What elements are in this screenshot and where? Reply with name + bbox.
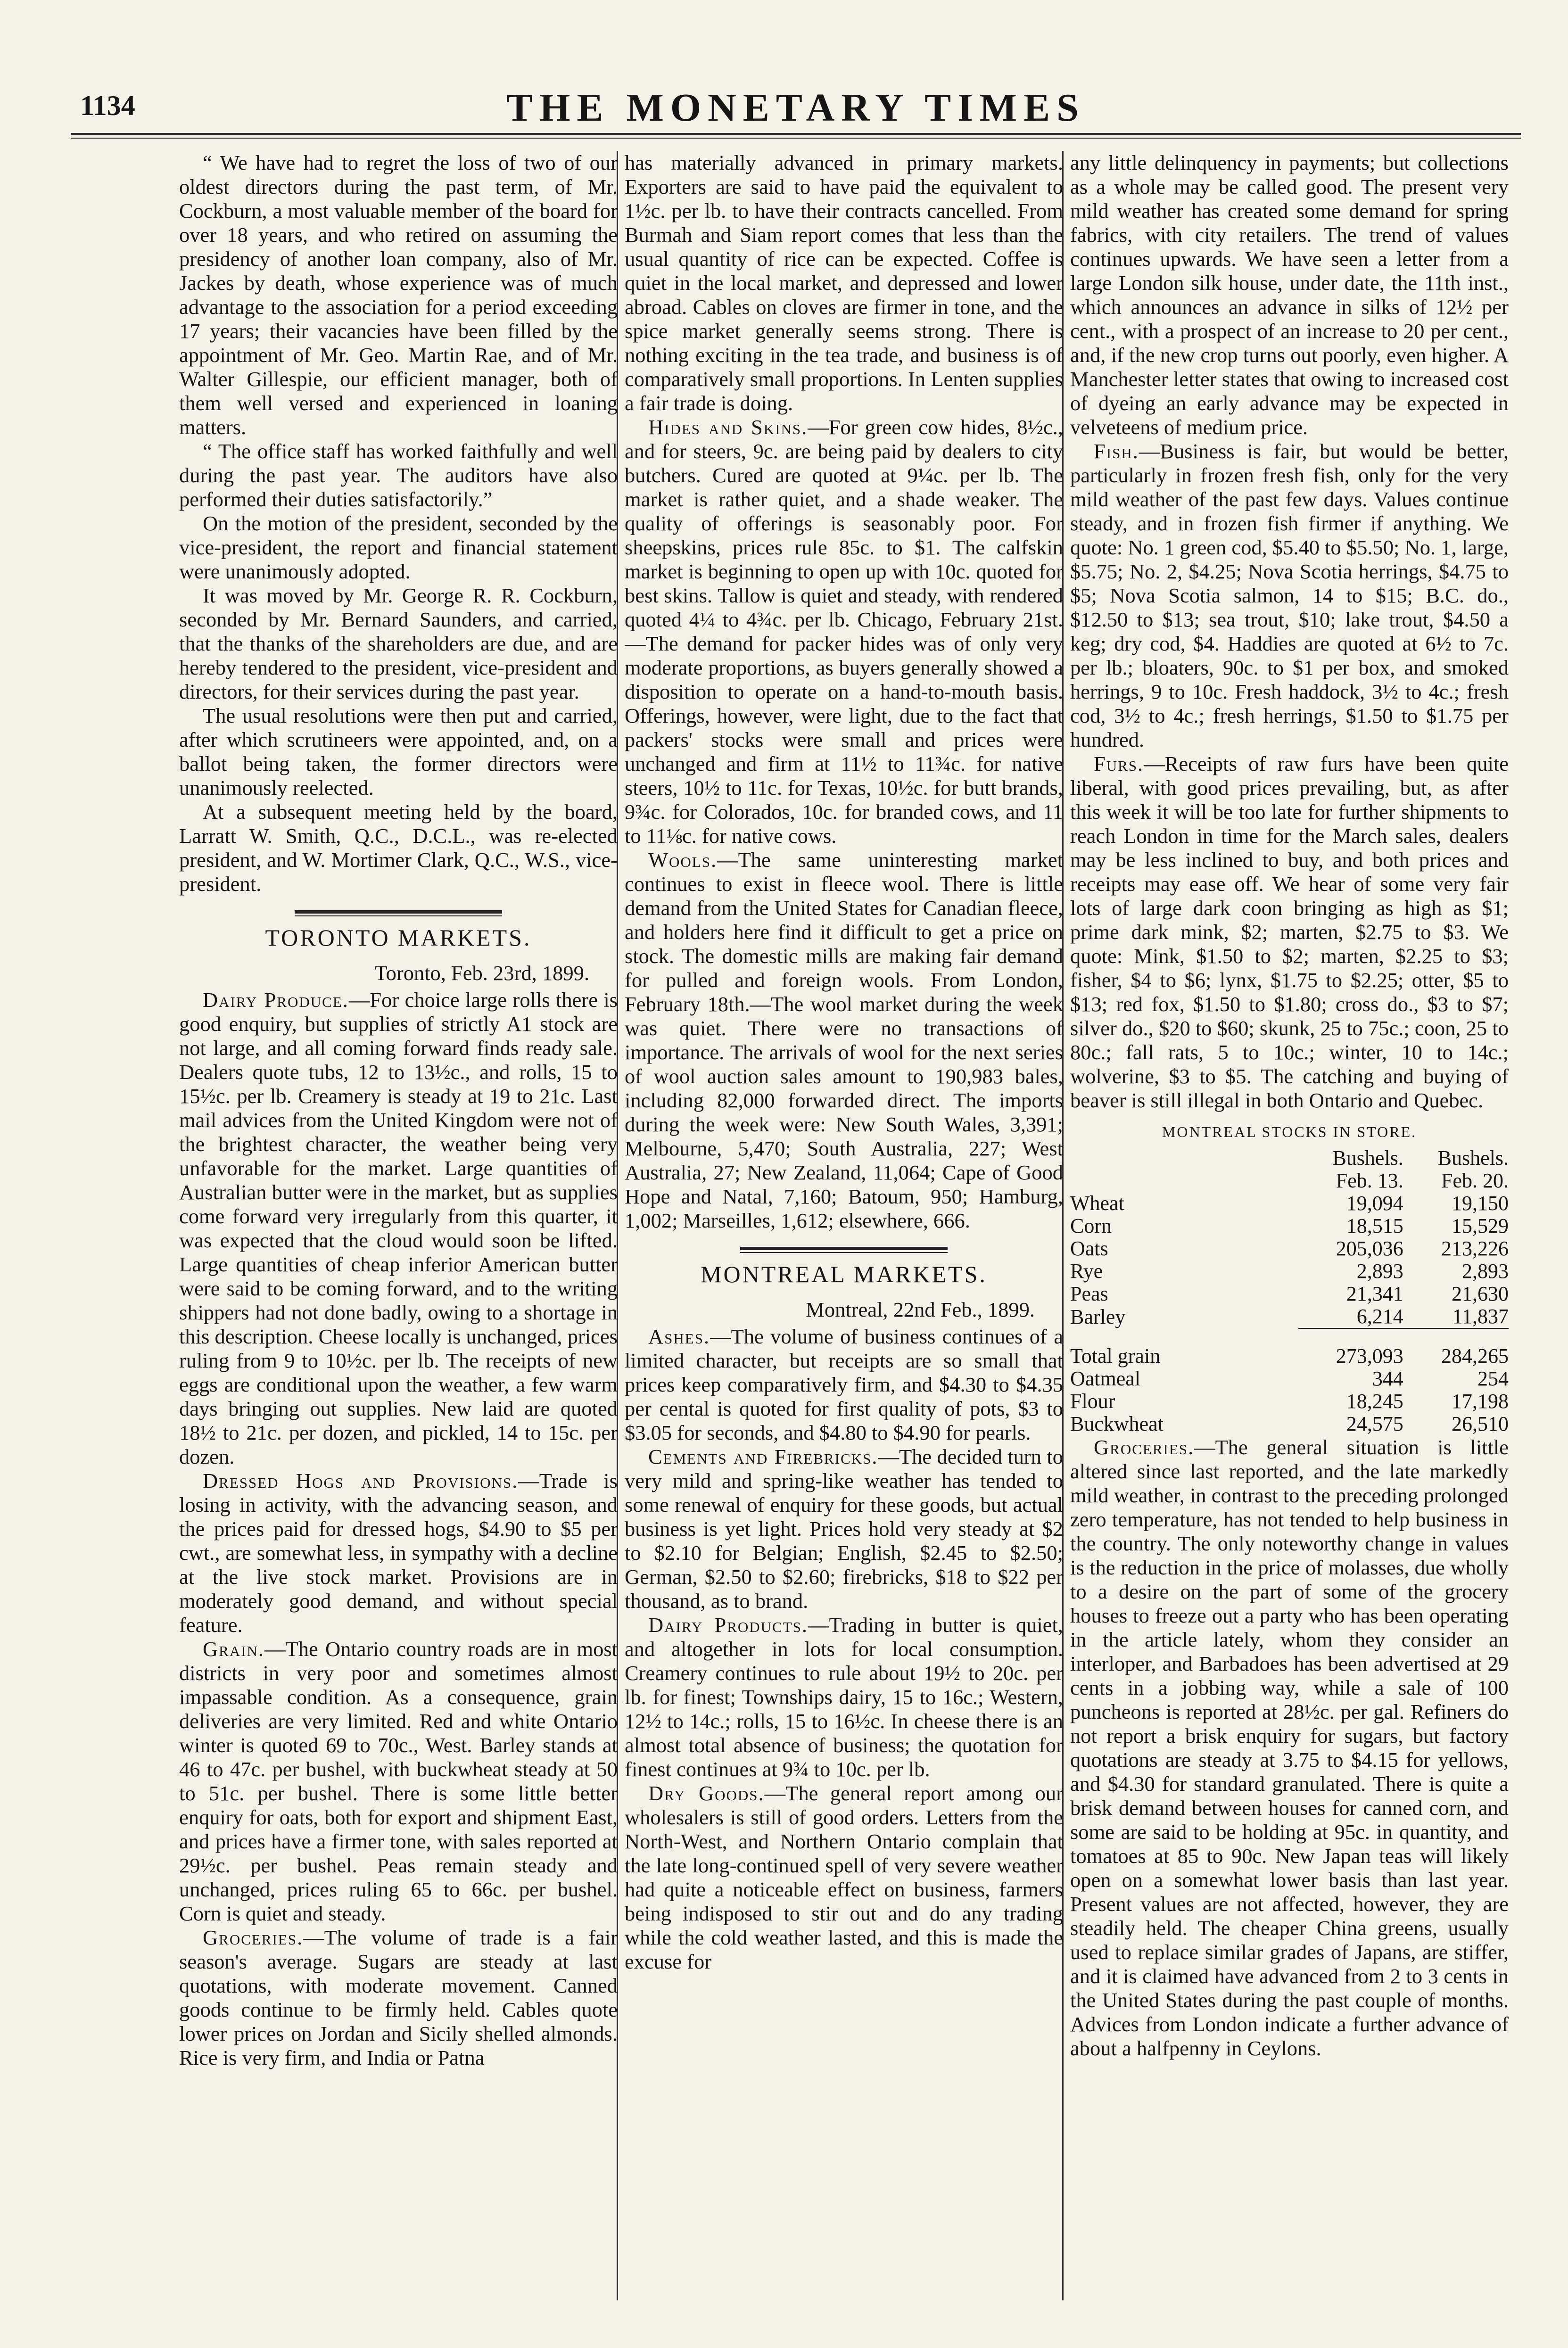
subhead: Dairy Produce. <box>203 988 349 1012</box>
section-rule <box>295 910 502 916</box>
page-header <box>71 85 1521 130</box>
body-text: —The Ontario country roads are in most districts in very poor and sometimes almost impassable condition. As a consequence, grain deliveries are very limited. Red and white Ontario winter is quoted 69 to 70c., West. Barley stands at 46 to 47c. per bushel, with buckwheat steady at 50 to 51c. per bushel. There is some little better enquiry for oats, both for export and shipment East, and prices have a firmer tone, with sales reported at 29½c. per bushel. Peas remain steady and unchanged, prices ruling 65 to 66c. per bushel. Corn is quiet and steady. <box>179 1637 618 1925</box>
cell-feb13: 21,341 <box>1346 1282 1403 1305</box>
paragraph: It was moved by Mr. George R. R. Cockburn, seconded by Mr. Bernard Saunders, and carried, that the thanks of the shareholders are due, and are hereby tendered to the president, vice-president and directors, for their services during the past year. <box>179 584 618 703</box>
subhead: Wools. <box>648 848 718 872</box>
article-hides-skins <box>625 415 1063 848</box>
subhead: Dry Goods. <box>648 1781 765 1805</box>
subhead: Hides and Skins. <box>648 415 808 439</box>
body-text: —The decided turn to very mild and spring-like weather has tended to some renewal of enquiry for these goods, but actual business is yet light. Prices hold very steady at $2 to $2.10 for Belgian; English, $2.45 to $2.50; German, $2.50 to $2.60; firebricks, $18 to $22 per thousand, as to brand. <box>625 1445 1063 1613</box>
table-row <box>1070 1237 1509 1260</box>
article-fish <box>1070 439 1509 752</box>
article-groceries <box>179 1926 618 2070</box>
paragraph: “ We have had to regret the loss of two of our oldest directors during the past term, of Mr. Cockburn, a most valuable member of the board for over 18 years, and who retired on assuming the presidency of another loan company, also of Mr. Jackes by death, whose experience was of much advantage to the association for a period exceeding 17 years; their vacancies have been filled by the appointment of Mr. Geo. Martin Rae, and of Mr. Walter Gillespie, our efficient manager, both of them well versed and experienced in loaning matters. <box>179 151 618 439</box>
cell-feb20: 11,837 <box>1452 1305 1509 1328</box>
cell-feb13: 19,094 <box>1346 1192 1403 1215</box>
column-1 <box>179 151 618 2310</box>
table-row <box>1070 1192 1509 1215</box>
header-rule <box>71 133 1521 135</box>
paragraph: On the motion of the president, seconded by the vice-president, the report and financial statement were unanimously adopted. <box>179 511 618 583</box>
cell-feb20: 21,630 <box>1452 1282 1509 1305</box>
paragraph: “ The office staff has worked faithfully and well during the past year. The auditors have also performed their duties satisfactorily.” <box>179 439 618 511</box>
paragraph: At a subsequent meeting held by the board, Larratt W. Smith, Q.C., D.C.L., was re-elected president, and W. Mortimer Clark, Q.C., W.S., vice-president. <box>179 800 618 896</box>
article-dressed-hogs <box>179 1469 618 1637</box>
row-label: Rye <box>1070 1260 1103 1283</box>
subhead: Grain. <box>203 1637 265 1661</box>
article-dairy-produce <box>179 988 618 1469</box>
cell-feb20: 284,265 <box>1403 1328 1509 1368</box>
cell-feb13: 344 <box>1372 1367 1403 1390</box>
article-cements <box>625 1445 1063 1613</box>
cell-feb20: 26,510 <box>1452 1412 1509 1435</box>
column-header: Feb. 20. <box>1441 1169 1509 1192</box>
cell-feb13: 6,214 <box>1356 1305 1403 1328</box>
table-row <box>1070 1390 1509 1413</box>
column-header: Feb. 13. <box>1336 1169 1403 1192</box>
table-row <box>1070 1305 1509 1328</box>
row-label: Barley <box>1070 1305 1126 1328</box>
cell-feb13: 2,893 <box>1356 1260 1403 1283</box>
article-groceries <box>1070 1435 1509 2060</box>
table-row <box>1070 1283 1509 1305</box>
row-label: Buckwheat <box>1070 1412 1164 1435</box>
body-text: —Trade is losing in activity, with the advancing season, and the prices paid for dressed hogs, $4.90 to $5 per cwt., are somewhat less, in sympathy with a decline at the live stock market. Provisions are in moderately good demand, and without special feature. <box>179 1469 618 1637</box>
article-wools <box>625 848 1063 1233</box>
subhead: Groceries. <box>203 1926 304 1949</box>
body-text: —For choice large rolls there is good enquiry, but supplies of strictly A1 stock are not large, and all coming forward finds ready sale. Dealers quote tubs, 12 to 13½c., and rolls, 15 to 15½c. per lb. Creamery is steady at 19 to 21c. Last mail advices from the United Kingdom were not of the brightest character, the weather being very unfavorable for the market. Large quantities of Australian butter were in the market, but as supplies come forward very irregularly from this quarter, it was expected that the cloud would soon be lifted. Large quantities of cheap inferior American butter were said to be coming forward, and to the writing shippers had not done badly, owing to a shortage in this description. Cheese locally is unchanged, prices ruling from 9 to 10½c. per lb. The receipts of new eggs are conditional upon the weather, a few warm days bringing out supplies. New laid are quoted 18½ to 21c. per dozen, and pickled, 14 to 15c. per dozen. <box>179 988 618 1468</box>
subhead: Cements and Firebricks. <box>648 1445 878 1468</box>
row-label: Peas <box>1070 1282 1108 1305</box>
table-row <box>1070 1260 1509 1283</box>
paragraph-continued: any little delinquency in payments; but collections as a whole may be called good. The present very mild weather has created some demand for spring fabrics, with city retailers. The trend of values continues upwards. We have seen a letter from a large London silk house, under date, the 11th inst., which announces an advance in silks of 12½ per cent., with a prospect of an increase to 20 per cent., and, if the new crop turns out poorly, even higher. A Manchester letter states that owing to increased cost of dyeing an early advance may be expected in velveteens of medium price. <box>1070 151 1509 439</box>
column-2 <box>625 151 1063 2310</box>
cell-feb13: 24,575 <box>1346 1412 1403 1435</box>
column-3 <box>1070 151 1509 2310</box>
body-text: —The same uninteresting market continues to exist in fleece wool. There is little demand from the United States for Canadian fleece, and holders here find it difficult to get a price on stock. The domestic mills are making fair demand for pulled and foreign wools. From London, February 18th.—The wool market during the week was quiet. There were no transactions of importance. The arrivals of wool for the next series of wool auction sales amount to 190,983 bales, including 82,000 forwarded direct. The imports during the week were: New South Wales, 3,391; Melbourne, 5,470; South Australia, 227; West Australia, 27; New Zealand, 11,064; Cape of Good Hope and Natal, 7,160; Batoum, 950; Hamburg, 1,002; Marseilles, 1,612; elsewhere, 666. <box>625 848 1063 1232</box>
paragraph: The usual resolutions were then put and carried, after which scrutineers were appointed, and, on a ballot being taken, the former directors were unanimously reelected. <box>179 704 618 799</box>
subhead: Dressed Hogs and Provisions. <box>203 1469 519 1492</box>
cell-feb20: 17,198 <box>1452 1390 1509 1413</box>
subhead: Groceries. <box>1094 1435 1195 1459</box>
table-header-row <box>1070 1147 1509 1170</box>
table-header-row <box>1070 1170 1509 1192</box>
table-row <box>1070 1368 1509 1390</box>
cell-feb13: 205,036 <box>1336 1237 1403 1260</box>
paragraph-continued: has materially advanced in primary markets. Exporters are said to have paid the equivalent to 1½c. per lb. to have their contracts cancelled. From Burmah and Siam report comes that less than the usual quantity of rice can be expected. Coffee is quiet in the local market, and depressed and lower abroad. Cables on cloves are firmer in tone, and the spice market generally seems strong. There is nothing exciting in the tea trade, and business is of comparatively small proportions. In Lenten supplies a fair trade is doing. <box>625 151 1063 415</box>
section-rule <box>740 1247 948 1253</box>
cell-feb20: 254 <box>1477 1367 1509 1390</box>
header-rule-thin <box>71 138 1521 139</box>
page-number: 1134 <box>80 90 135 121</box>
row-label: Oatmeal <box>1070 1367 1141 1390</box>
article-dairy-products <box>625 1613 1063 1781</box>
montreal-markets-title: MONTREAL MARKETS. <box>701 1261 987 1287</box>
row-label: Flour <box>1070 1390 1115 1413</box>
article-ashes <box>625 1325 1063 1445</box>
stocks-table <box>1070 1147 1509 1435</box>
dateline: Montreal, 22nd Feb., 1899. <box>806 1298 1035 1321</box>
cell-feb13: 273,093 <box>1298 1328 1403 1368</box>
body-text: —For green cow hides, 8½c., and for steers, 9c. are being paid by dealers to city butchers. Cured are quoted at 9¼c. per lb. The market is rather quiet, and a shade weaker. The quality of offerings is seasonably poor. For sheepskins, prices rule 85c. to $1. The calfskin market is beginning to open up with 10c. quoted for best skins. Tallow is quiet and steady, with rendered quoted 4¼ to 4¾c. per lb. Chicago, February 21st.—The demand for packer hides was of only very moderate proportions, as buyers generally showed a disposition to operate on a hand-to-mouth basis. Offerings, however, were light, due to the fact that packers' stocks were small and prices were unchanged and firm at 11½ to 11¾c. for native steers, 10½ to 11c. for Texas, 10½c. for butt brands, 9¾c. for Colorados, 10c. for branded cows, and 11 to 11⅛c. for native cows. <box>625 415 1063 848</box>
subhead: Dairy Products. <box>648 1613 809 1637</box>
cell-feb13: 18,515 <box>1346 1214 1403 1237</box>
article-furs <box>1070 752 1509 1112</box>
table-row <box>1070 1215 1509 1237</box>
row-label: Corn <box>1070 1214 1112 1237</box>
stocks-table-title: MONTREAL STOCKS IN STORE. <box>1162 1123 1417 1140</box>
row-label: Total grain <box>1070 1344 1161 1368</box>
body-text: —The general situation is little altered since last reported, and the late markedly mild weather, in contrast to the preceding prolonged zero temperature, has not tended to help business in the country. The only noteworthy change in values is the reduction in the price of molasses, due wholly to a desire on the part of some of the grocery houses to freeze out a party who has been operating in the article lately, whom they consider an interloper, and Barbadoes has been advertised at 29 cents in a jobbing way, while a sale of 100 puncheons is reported at 28½c. per gal. Refiners do not report a brisk enquiry for sugars, but factory quotations are steady at 3.75 to $4.15 for yellows, and $4.30 for standard granulated. There is quite a brisk demand between houses for canned corn, and some are said to be holding at 95c. in quantity, and tomatoes at 85 to 90c. New Japan teas will likely open on a somewhat lower basis than last year. Present values are not affected, however, they are steadily held. The cheaper China greens, usually used to replace similar grades of Japans, are stiffer, and it is claimed have advanced from 2 to 3 cents in the United States during the past couple of months. Advices from London indicate a further advance of about a halfpenny in Ceylons. <box>1070 1435 1509 2060</box>
article-dry-goods <box>625 1781 1063 1974</box>
table-row-total <box>1070 1328 1509 1368</box>
subhead: Furs. <box>1094 752 1144 775</box>
article-grain <box>179 1637 618 1926</box>
body-text: —The general report among our wholesalers is still of good orders. Letters from the North-West, and Northern Ontario complain that the late long-continued spell of very severe weather had quite a noticeable effect on business, farmers being indisposed to stir out and do any trading while the cold weather lasted, and this is made the excuse for <box>625 1781 1063 1973</box>
toronto-markets-title: TORONTO MARKETS. <box>265 924 532 951</box>
body-text: —The volume of trade is a fair season's average. Sugars are steady at last quotations, with moderate movement. Canned goods continue to be firmly held. Cables quote lower prices on Jordan and Sicily shelled almonds. Rice is very firm, and India or Patna <box>179 1926 618 2069</box>
dateline: Toronto, Feb. 23rd, 1899. <box>374 961 589 985</box>
column-header: Bushels. <box>1437 1146 1509 1170</box>
cell-feb20: 213,226 <box>1441 1237 1509 1260</box>
masthead-title: THE MONETARY TIMES <box>506 86 1085 130</box>
column-header: Bushels. <box>1332 1146 1403 1170</box>
cell-feb20: 15,529 <box>1452 1214 1509 1237</box>
body-text: —Receipts of raw furs have been quite liberal, with good prices prevailing, but, as after this week it will be too late for further shipments to reach London in time for the March sales, dealers may be less inclined to buy, and both prices and receipts may ease off. We hear of some very fair lots of large dark coon bringing as high as $1; prime dark mink, $2; marten, $2.75 to $3. We quote: Mink, $1.50 to $2; marten, $2.25 to $3; fisher, $4 to $6; lynx, $1.75 to $2.25; otter, $5 to $13; red fox, $1.50 to $1.80; cross do., $3 to $7; silver do., $20 to $60; skunk, 25 to 75c.; coon, 25 to 80c.; fall rats, 5 to 10c.; winter, 10 to 14c.; wolverine, $3 to $5. The catching and buying of beaver is still illegal in both Ontario and Quebec. <box>1070 752 1509 1112</box>
cell-feb20: 2,893 <box>1462 1260 1509 1283</box>
body-text: —The volume of business continues of a limited character, but receipts are so small that prices keep comparatively firm, and $4.30 to $4.35 per cental is quoted for first quality of pots, $3 to $3.05 for seconds, and $4.80 to $4.90 for pearls. <box>625 1325 1063 1444</box>
subhead: Fish. <box>1094 439 1139 463</box>
cell-feb20: 19,150 <box>1452 1192 1509 1215</box>
body-text: —Business is fair, but would be better, particularly in frozen fresh fish, only for the very mild weather of the past few days. Values continue steady, and in frozen fish firmer if anything. We quote: No. 1 green cod, $5.40 to $5.50; No. 1, large, $5.75; No. 2, $4.25; Nova Scotia herrings, $4.75 to $5; Nova Scotia salmon, 14 to $15; B.C. do., $12.50 to $13; sea trout, $10; lake trout, $4.50 a keg; dry cod, $4. Haddies are quoted at 6½ to 7c. per lb.; bloaters, 90c. to $1 per box, and smoked herrings, 9 to 10c. Fresh haddock, 3½ to 4c.; fresh cod, 3½ to 4c.; fresh herrings, $1.50 to $1.75 per hundred. <box>1070 439 1509 751</box>
table-row <box>1070 1413 1509 1435</box>
subhead: Ashes. <box>648 1325 710 1348</box>
row-label: Oats <box>1070 1237 1108 1260</box>
cell-feb13: 18,245 <box>1346 1390 1403 1413</box>
body-text: —Trading in butter is quiet, and altogether in lots for local consumption. Creamery continues to rule about 19½ to 20c. per lb. for finest; Townships dairy, 15 to 16c.; Western, 12½ to 14c.; rolls, 15 to 16½c. In cheese there is an almost total absence of business; the quotation for finest continues at 9¾ to 10c. per lb. <box>625 1613 1063 1781</box>
row-label: Wheat <box>1070 1192 1124 1215</box>
